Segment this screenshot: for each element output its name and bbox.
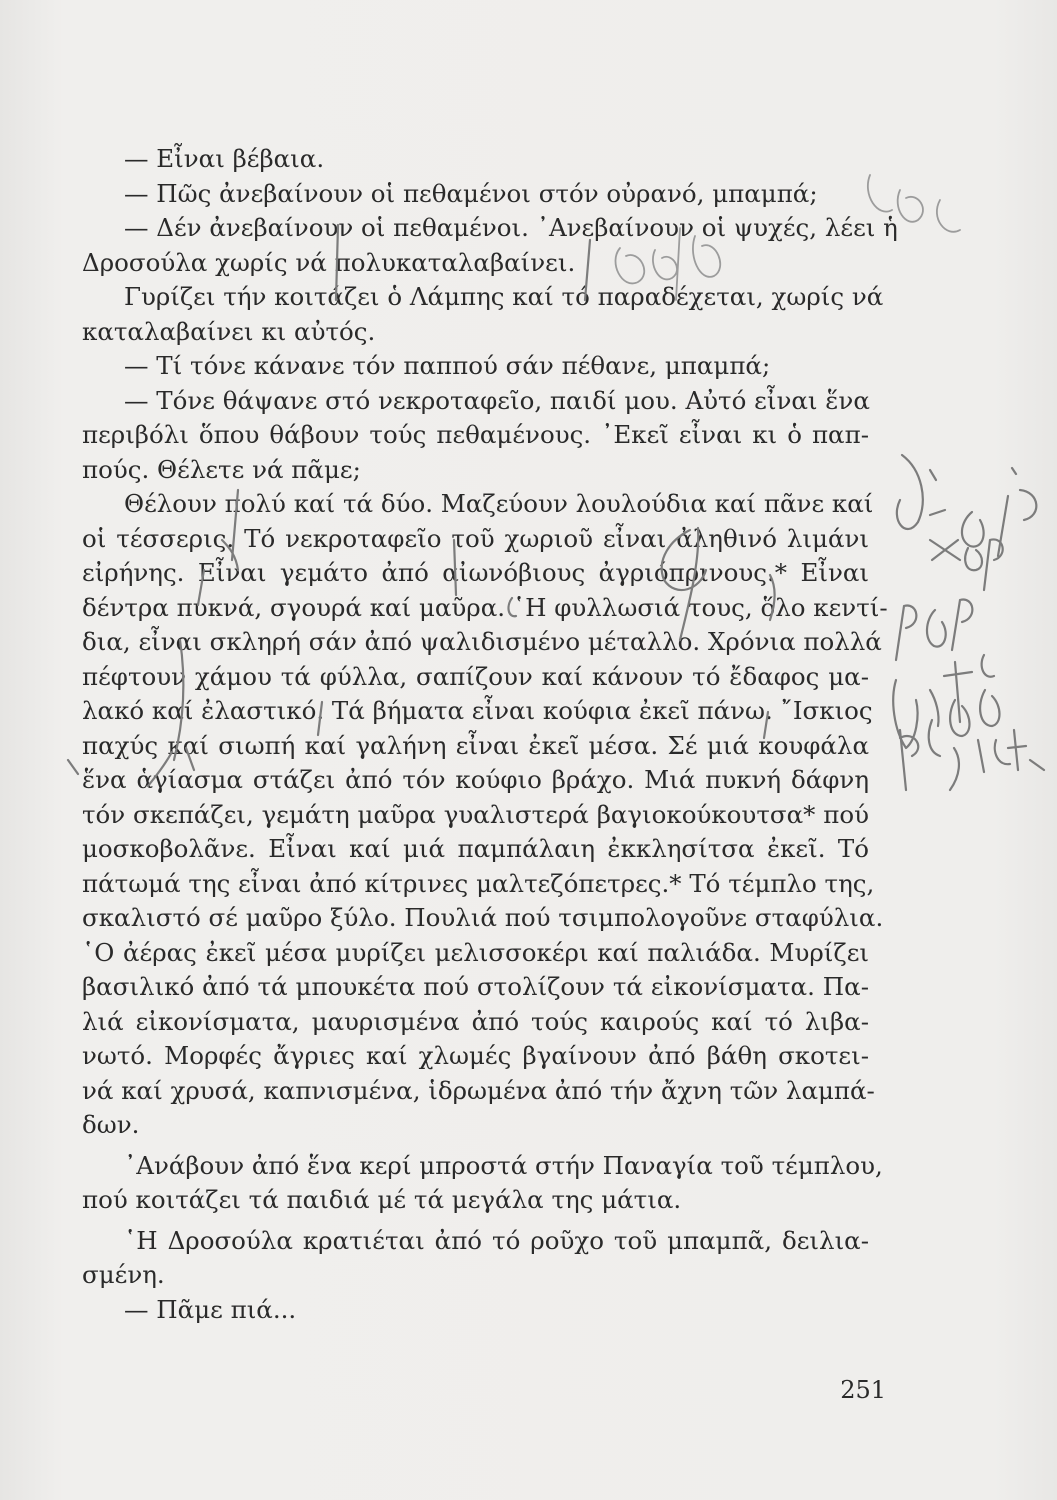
pencil-mark: [962, 512, 984, 547]
text-line: νωτό. Μορφές ἄγριες καί χλωμές βγαίνουν ἀπό βάθη σκοτει-: [82, 1041, 869, 1070]
text-line: περιβόλι ὅπου θάβουν τούς πεθαμένους. ᾿Εκεῖ εἶναι κι ὁ παπ-: [82, 420, 869, 449]
pencil-mark: [1012, 468, 1016, 474]
text-line: παχύς καί σιωπή καί γαλήνη εἶναι ἐκεῖ μέσα. Σέ μιά κουφάλα: [82, 730, 869, 760]
text-line: λακό καί ἐλαστικό. Τά βήματα εἶναι κούφια ἐκεῖ πάνω. ῎Ισκιος: [82, 696, 873, 725]
pencil-mark: [68, 760, 78, 774]
text-line: πούς. Θέλετε νά πᾶμε;: [82, 454, 361, 484]
text-line: εἰρήνης. Εἶναι γεμάτο ἀπό αἰωνόβιους ἀγριόπρινους.* Εἶναι: [82, 558, 869, 587]
pencil-mark: [900, 730, 918, 790]
text-line: Δροσούλα χωρίς νά πολυκαταλαβαίνει.: [82, 247, 576, 277]
text-line: — Πᾶμε πιά...: [124, 1294, 297, 1324]
text-line: δια, εἶναι σκληρή σάν ἀπό ψαλιδισμένο μέταλλο. Χρόνια πολλά: [82, 627, 882, 656]
pencil-mark: [927, 610, 946, 647]
text-line: σμένη.: [82, 1260, 165, 1289]
pencil-mark: [1020, 490, 1036, 520]
page-number: 251: [840, 1376, 886, 1404]
pencil-mark: [1030, 760, 1044, 770]
text-line: πού κοιτάζει τά παιδιά μέ τά μεγάλα της μάτια.: [82, 1185, 682, 1214]
pencil-mark: [897, 455, 923, 529]
pencil-mark: [950, 748, 959, 790]
text-line: νά καί χρυσά, καπνισμένα, ἱδρωμένα ἀπό τήν ἄχνη τῶν λαμπά-: [82, 1075, 875, 1105]
pencil-mark: [1008, 730, 1026, 770]
text-line: Γυρίζει τήν κοιτάζει ὁ Λάμπης καί τό παραδέχεται, χωρίς νά: [124, 282, 884, 311]
pencil-mark: [929, 720, 940, 756]
text-line: σκαλιστό σέ μαῦρο ξύλο. Πουλιά πού τσιμπολογοῦνε σταφύλια.: [82, 903, 884, 932]
pencil-mark: [984, 539, 1003, 590]
text-line: Θέλουν πολύ καί τά δύο. Μαζεύουν λουλούδια καί πᾶνε καί: [124, 489, 874, 518]
pencil-mark: [950, 700, 969, 736]
text-line: δων.: [82, 1110, 140, 1139]
pencil-mark: [868, 175, 892, 212]
text-line: πάτωμά της εἶναι ἀπό κίτρινες μαλτεζόπετρες.* Τό τέμπλο της,: [82, 868, 875, 898]
text-line: — Εἶναι βέβαια.: [124, 144, 325, 173]
pencil-mark: [898, 190, 923, 222]
text-line: ῾Η Δροσούλα κρατιέται ἀπό τό ροῦχο τοῦ μπαμπᾶ, δειλια-: [124, 1225, 869, 1255]
text-line: — Τί τόνε κάνανε τόν παππού σάν πέθανε, μπαμπά;: [124, 351, 771, 380]
text-line: δέντρα πυκνά, σγουρά καί μαῦρα. ῾Η φυλλωσιά τους, ὅλο κεντί-: [82, 592, 888, 622]
text-line: βασιλικό ἀπό τά μπουκέτα πού στολίζουν τά εἰκονίσματα. Πα-: [82, 972, 869, 1001]
pencil-mark: [952, 600, 972, 650]
pencil-mark: [982, 655, 994, 677]
pencil-mark: [998, 496, 1008, 556]
text-line: ῾Ο ἀέρας ἐκεῖ μέσα μυρίζει μελισσοκέρι καί παλιάδα. Μυρίζει: [82, 937, 869, 967]
pencil-mark: [930, 540, 960, 560]
text-line: λιά εἰκονίσματα, μαυρισμένα ἀπό τούς καιρούς καί τό λιβα-: [82, 1006, 869, 1036]
text-line: — Τόνε θάψανε στό νεκροταφεῖο, παιδί μου. Αὐτό εἶναι ἕνα: [124, 385, 870, 415]
body-text: [82, 142, 898, 1327]
text-line: — Πῶς ἀνεβαίνουν οἱ πεθαμένοι στόν οὐρανό, μπαμπά;: [124, 178, 818, 208]
pencil-mark: [896, 606, 916, 660]
text-line: τόν σκεπάζει, γεμάτη μαῦρα γυαλιστερά βαγιοκούκουτσα* πού: [82, 799, 869, 829]
pencil-mark: [965, 548, 982, 570]
pencil-mark: [978, 740, 984, 772]
pencil-mark: [944, 662, 972, 722]
text-line: μοσκοβολᾶνε. Εἶναι καί μιά παμπάλαιη ἐκκλησίτσα ἐκεῖ. Τό: [82, 834, 869, 863]
pencil-mark: [930, 690, 939, 726]
text-line: ἕνα ἁγίασμα στάζει ἀπό τόν κούφιο βράχο. Μιά πυκνή δάφνη: [82, 765, 869, 794]
pencil-mark: [980, 690, 999, 726]
pencil-mark: [995, 740, 1010, 764]
text-line: καταλαβαίνει κι αὐτός.: [82, 316, 376, 346]
text-line: πέφτουν χάμου τά φύλλα, σαπίζουν καί κάνουν τό ἔδαφος μα-: [82, 661, 869, 691]
pencil-mark: [893, 680, 917, 748]
pencil-mark: [930, 510, 945, 515]
pencil-mark: [930, 470, 936, 480]
text-line: οἱ τέσσερις. Τό νεκροταφεῖο τοῦ χωριοῦ εἶναι ἀληθινό λιμάνι: [82, 523, 869, 553]
pencil-mark: [937, 200, 960, 232]
text-line: — Δέν ἀνεβαίνουν οἱ πεθαμένοι. ᾿Ανεβαίνουν οἱ ψυχές, λέει ἡ: [124, 213, 898, 242]
text-line: ᾿Ανάβουν ἀπό ἕνα κερί μπροστά στήν Παναγία τοῦ τέμπλου,: [124, 1150, 883, 1180]
